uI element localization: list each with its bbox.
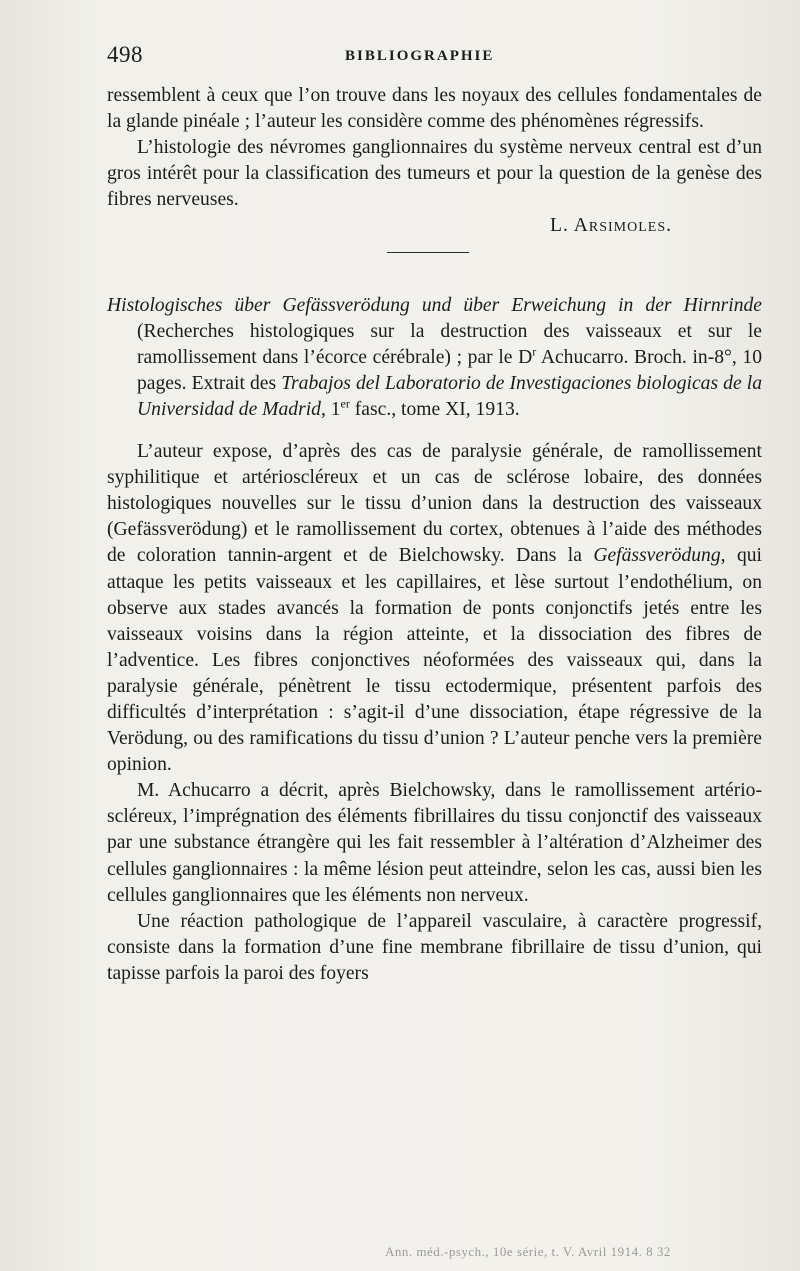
section-divider xyxy=(387,252,469,253)
entry-citation xyxy=(107,293,762,423)
continued-paragraph: ressemblent à ceux que l’on trouve dans les noyaux des cellules fondamentales de la glande pinéale ; l’auteur les considère comme des phénomènes régressifs. xyxy=(107,85,762,133)
entry-journal: Trabajos del Laboratorio de Investigaciones biologicas de la Universidad de Madrid xyxy=(137,372,763,420)
paragraph: L’histologie des névromes ganglionnaires du système nerveux central est d’un gros intérêt pour la classification des tumeurs et pour la question de la genèse des fibres nerveuses. xyxy=(107,137,762,211)
review-signature: L. Arsimoles. xyxy=(550,215,672,237)
entry-title-german: Histologisches über Gefässverödung und über Erweichung in der Hirnrinde xyxy=(107,294,762,316)
entry-author-sup: r xyxy=(532,344,537,359)
paragraph: L’auteur expose, d’après des cas de paralysie générale, de ramollissement syphilitique et artérioscléreux et un cas de sclérose lobaire, des données histologiques nouvelles sur le tissu d’union dans la destruction des vaisseaux (Gefässverödung) et le ramollissement du cortex, obtenues à l’aide des méthodes de coloration tannin-argent et de Bielchowsky. Dans la Gefässverödung, qui attaque les petits vaisseaux et les capillaires, et lèse surtout l’endothélium, on observe aux stades avancés la formation de ponts conjonctifs jetés entre les vaisseaux voisins dans la région atteinte, et la dissociation des fibres de l’adventice. Les fibres conjonctives néoformées des vaisseaux qui, dans la paralysie générale, pénètrent le tissu ectodermique, présentent parfois des difficultés d’interprétation : s’agit-il d’une dissociation, étape régressive de la Verödung, ou des ramifications du tissu d’union ? L’auteur penche vers la première opinion. xyxy=(107,441,763,776)
page-body xyxy=(107,83,762,987)
page-number: 498 xyxy=(107,42,143,67)
paragraph: M. Achucarro a décrit, après Bielchowsky, dans le ramollissement artério-scléreux, l’imprégnation des éléments fibrillaires du tissu conjonctif des vaisseaux par une substance étrangère qui les fait ressembler à l’altération d’Alzheimer des cellules ganglionnaires : la même lésion peut atteindre, selon les cas, aussi bien les cellules ganglionnaires que les éléments non nerveux. xyxy=(107,780,762,906)
paragraph: Une réaction pathologique de l’appareil vasculaire, à caractère progressif, consiste dans la formation d’une fine membrane fibrillaire de tissu d’union, qui tapisse parfois la paroi des foyers xyxy=(107,910,762,984)
entry-issue-sup: er xyxy=(340,396,350,411)
page-footer: Ann. méd.-psych., 10e série, t. V. Avril 1914. 8 32 xyxy=(385,1244,671,1259)
entry-title-french: (Recherches histologiques sur la destruction des vaisseaux et sur le ramollissement dans l’écorce cérébrale) ; xyxy=(137,320,762,368)
entry-issue: fasc., tome XI, 1913. xyxy=(349,398,520,420)
entry-author: Achucarro. Broch. in-8°, 10 pages. Extrait des xyxy=(137,346,763,394)
entry-author-prefix: par le D xyxy=(467,346,533,368)
entry-issue-prefix: , 1 xyxy=(320,398,341,420)
bibliography-entry xyxy=(107,293,762,423)
page-header xyxy=(107,40,762,74)
running-head: BIBLIOGRAPHIE xyxy=(345,48,495,64)
